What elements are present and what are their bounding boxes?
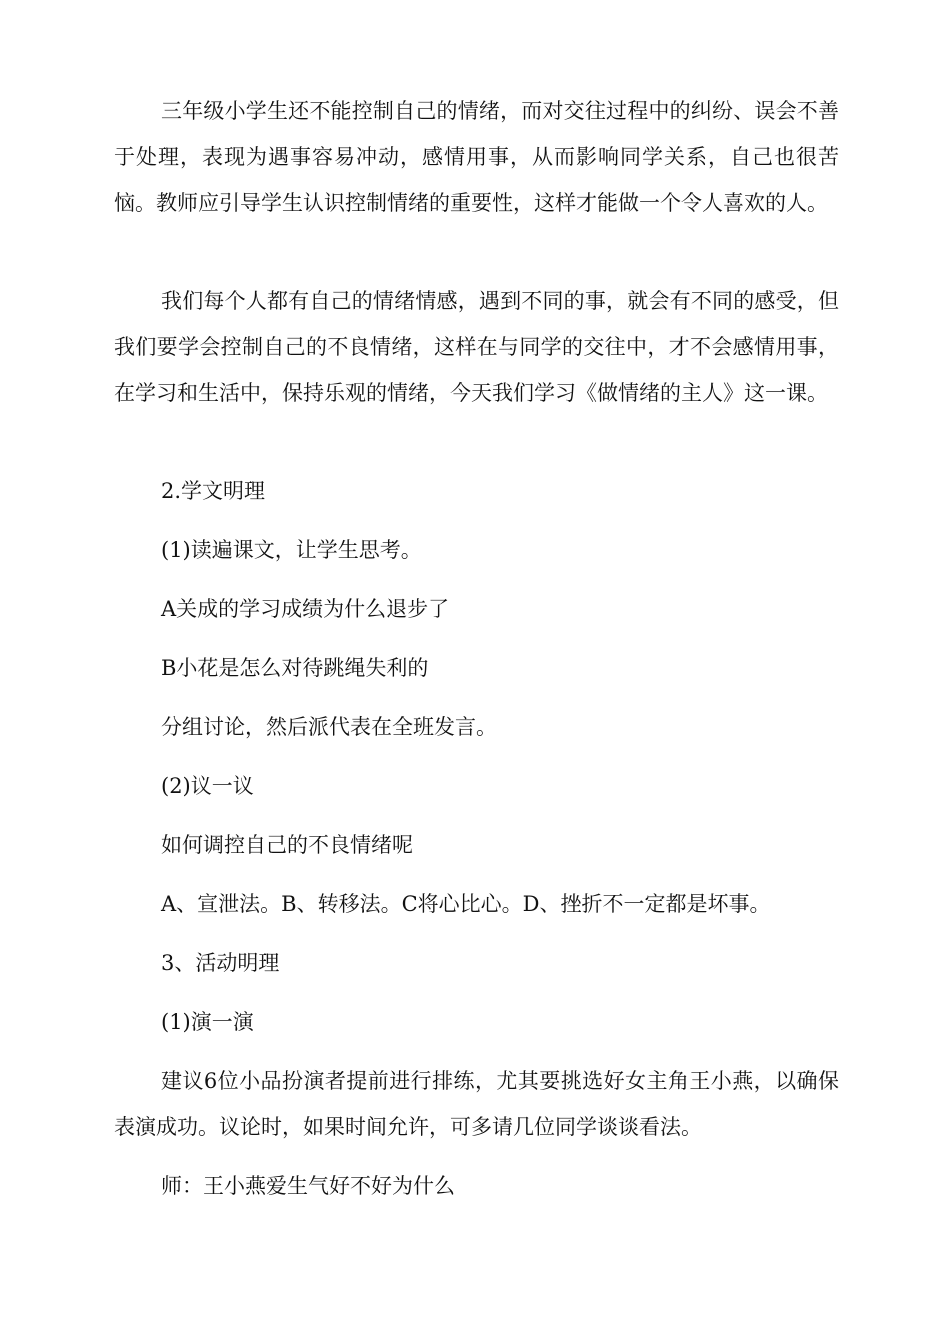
item-read-text: (1)读遍课文，让学生思考。 [161, 538, 422, 562]
item-discuss: (2)议一议 [161, 774, 254, 798]
group-discussion-note: 分组讨论，然后派代表在全班发言。 [161, 715, 497, 739]
paragraph-lesson-introduction: 我们每个人都有自己的情绪情感，遇到不同的事，就会有不同的感受，但我们要学会控制自己的不良情绪，这样在与同学的交往中，才不会感情用事，在学习和生活中，保持乐观的情绪，今天我们学习《做情绪的主人》这一课。 [114, 289, 839, 405]
paragraph-emotion-control-intro: 三年级小学生还不能控制自己的情绪，而对交往过程中的纠纷、误会不善于处理，表现为遇事容易冲动，感情用事，从而影响同学关系，自己也很苦恼。教师应引导学生认识控制情绪的重要性，这样才能做一个令人喜欢的人。 [114, 99, 839, 215]
question-a: A关成的学习成绩为什么退步了 [161, 597, 450, 621]
heading-learn-text: 2.学文明理 [161, 479, 266, 503]
paragraph-rehearsal-suggestion: 建议6位小品扮演者提前进行排练，尤其要挑选好女主角王小燕，以确保表演成功。议论时，如果时间允许，可多请几位同学谈谈看法。 [114, 1069, 839, 1139]
methods-list: A、宣泄法。B、转移法。C将心比心。D、挫折不一定都是坏事。 [161, 892, 771, 916]
heading-activity: 3、活动明理 [161, 951, 280, 975]
question-b: B小花是怎么对待跳绳失利的 [161, 656, 429, 680]
teacher-question: 师：王小燕爱生气好不好为什么 [161, 1174, 455, 1198]
item-perform: (1)演一演 [161, 1010, 254, 1034]
question-regulate-emotions: 如何调控自己的不良情绪呢 [161, 833, 413, 857]
